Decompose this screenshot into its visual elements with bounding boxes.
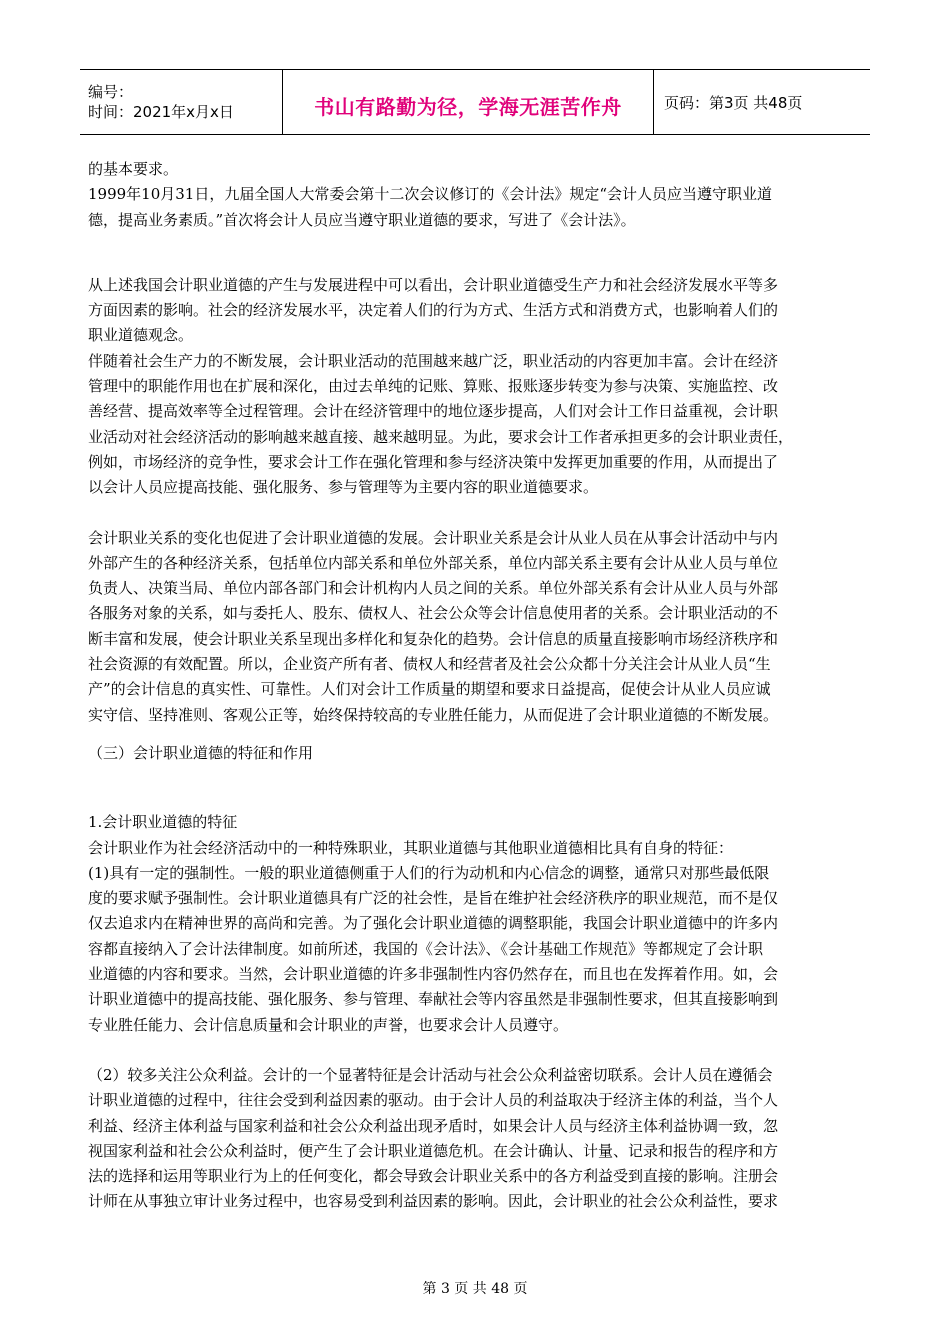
text-line: 以会计人员应提高技能、强化服务、参与管理等为主要内容的职业道德要求。 [88,478,599,497]
section-heading: （三）会计职业道德的特征和作用 [88,743,314,762]
header-middle-cell [282,70,654,134]
paragraph-6 [88,836,868,861]
paragraph-7 [88,861,868,1038]
spacer [88,233,868,273]
text-line: 计职业道德的过程中，往往会受到利益因素的驱动。由于会计人员的利益取决于经济主体的利益，当个人 [88,1091,779,1110]
text-line: 各服务对象的关系，如与委托人、股东、债权人、社会公众等会计信息使用者的关系。会计职业活动的不 [88,604,779,623]
document-number-label: 编号： [88,83,134,101]
text-line: 社会资源的有效配置。所以，企业资产所有者、债权人和经营者及社会公众都十分关注会计从业人员“生 [88,655,771,674]
text-line: 德，提高业务素质。”首次将会计人员应当遵守职业道德的要求，写进了《会计法》。 [88,210,636,229]
text-line: 方面因素的影响。社会的经济发展水平，决定着人们的行为方式、生活方式和消费方式，也影响着人们的 [88,301,779,320]
document-date-label: 时间：2021年x月x日 [88,103,234,121]
text-line: 善经营、提高效率等全过程管理。会计在经济管理中的地位逐步提高，人们对会计工作日益重视，会计职 [88,402,779,421]
text-line: 业活动对社会经济活动的影响越来越直接、越来越明显。为此，要求会计工作者承担更多的会计职业责任， [88,427,794,446]
text-line: 伴随着社会生产力的不断发展，会计职业活动的范围越来越广泛，职业活动的内容更加丰富。会计在经济 [88,351,779,370]
text-line: 法的选择和运用等职业行为上的任何变化，都会导致会计职业关系中的各方利益受到直接的影响。注册会 [88,1167,779,1186]
header-motto: 书山有路勤为径，学海无涯苦作舟 [314,94,622,119]
text-line: 业道德的内容和要求。当然，会计职业道德的许多非强制性内容仍然存在，而且也在发挥着作用。如，会 [88,965,779,984]
page-footer: 第 3 页 共 48 页 [422,1281,528,1297]
text-line: 会计职业关系的变化也促进了会计职业道德的发展。会计职业关系是会计从业人员在从事会计活动中与内 [88,528,779,547]
paragraph-3 [88,273,868,349]
text-line: 专业胜任能力、会计信息质量和会计职业的声誉，也要求会计人员遵守。 [88,1015,569,1034]
header-right-cell [654,70,870,134]
text-line: 管理中的职能作用也在扩展和深化，由过去单纯的记账、算账、报账逐步转变为参与决策、实施监控、改 [88,377,779,396]
spacer [88,1038,868,1063]
text-line: 视国家利益和社会公众利益时，便产生了会计职业道德危机。在会计确认、计量、记录和报告的程序和方 [88,1141,779,1160]
text-line: 例如，市场经济的竞争性，要求会计工作在强化管理和参与经济决策中发挥更加重要的作用，从而提出了 [88,452,779,471]
subsection-heading: 1.会计职业道德的特征 [88,813,238,832]
text-line: 仅去追求内在精神世界的高尚和完善。为了强化会计职业道德的调整职能，我国会计职业道德中的许多内 [88,914,779,933]
text-line: 断丰富和发展，使会计职业关系呈现出多样化和复杂化的趋势。会计信息的质量直接影响市场经济秩序和 [88,629,779,648]
spacer [88,501,868,526]
text-line: 负责人、决策当局、单位内部各部门和会计机构内人员之间的关系。单位外部关系有会计从业人员与外部 [88,579,779,598]
text-line: 外部产生的各种经济关系，包括单位内部关系和单位外部关系，单位内部关系主要有会计从业人员与单位 [88,553,779,572]
text-line: 实守信、坚持准则、客观公正等，始终保持较高的专业胜任能力，从而促进了会计职业道德的不断发展。 [88,705,779,724]
text-line: 利益、经济主体利益与国家利益和社会公众利益出现矛盾时，如果会计人员与经济主体利益协调一致，忽 [88,1116,779,1135]
text-line: 职业道德观念。 [88,326,194,345]
paragraph-5 [88,526,868,728]
page-info: 页码：第3页 共48页 [664,93,803,112]
text-line: (1)具有一定的强制性。一般的职业道德侧重于人们的行为动机和内心信念的调整，通常只对那些最低限 [88,863,770,882]
paragraph-1 [88,157,868,182]
spacer [88,766,868,810]
text-line: 计师在从事独立审计业务过程中，也容易受到利益因素的影响。因此，会计职业的社会公众利益性，要求 [88,1192,779,1211]
text-line: 产”的会计信息的真实性、可靠性。人们对会计工作质量的期望和要求日益提高，促使会计从业人员应诚 [88,680,771,699]
page-header [80,69,870,135]
paragraph-8 [88,1063,868,1215]
text-line: 1999年10月31日，九届全国人大常委会第十二次会议修订的《会计法》规定“会计人员应当遵守职业道 [88,185,773,204]
text-line: 计职业道德中的提高技能、强化服务、参与管理、奉献社会等内容虽然是非强制性要求，但其直接影响到 [88,990,779,1009]
document-body [88,157,868,1215]
text-line: 度的要求赋予强制性。会计职业道德具有广泛的社会性，是旨在维护社会经济秩序的职业规范，而不是仅 [88,889,779,908]
text-line: 从上述我国会计职业道德的产生与发展进程中可以看出，会计职业道德受生产力和社会经济发展水平等多 [88,275,779,294]
text-line: （2）较多关注公众利益。会计的一个显著特征是会计活动与社会公众利益密切联系。会计人员在遵循会 [88,1065,773,1084]
spacer [88,728,868,741]
text-line: 会计职业作为社会经济活动中的一种特殊职业，其职业道德与其他职业道德相比具有自身的特征： [88,838,734,857]
paragraph-4 [88,349,868,501]
header-left-cell [80,70,282,134]
text-line: 的基本要求。 [88,160,179,178]
paragraph-2 [88,182,868,233]
text-line: 容都直接纳入了会计法律制度。如前所述，我国的《会计法》、《会计基础工作规范》等都规定了会计职 [88,939,764,958]
